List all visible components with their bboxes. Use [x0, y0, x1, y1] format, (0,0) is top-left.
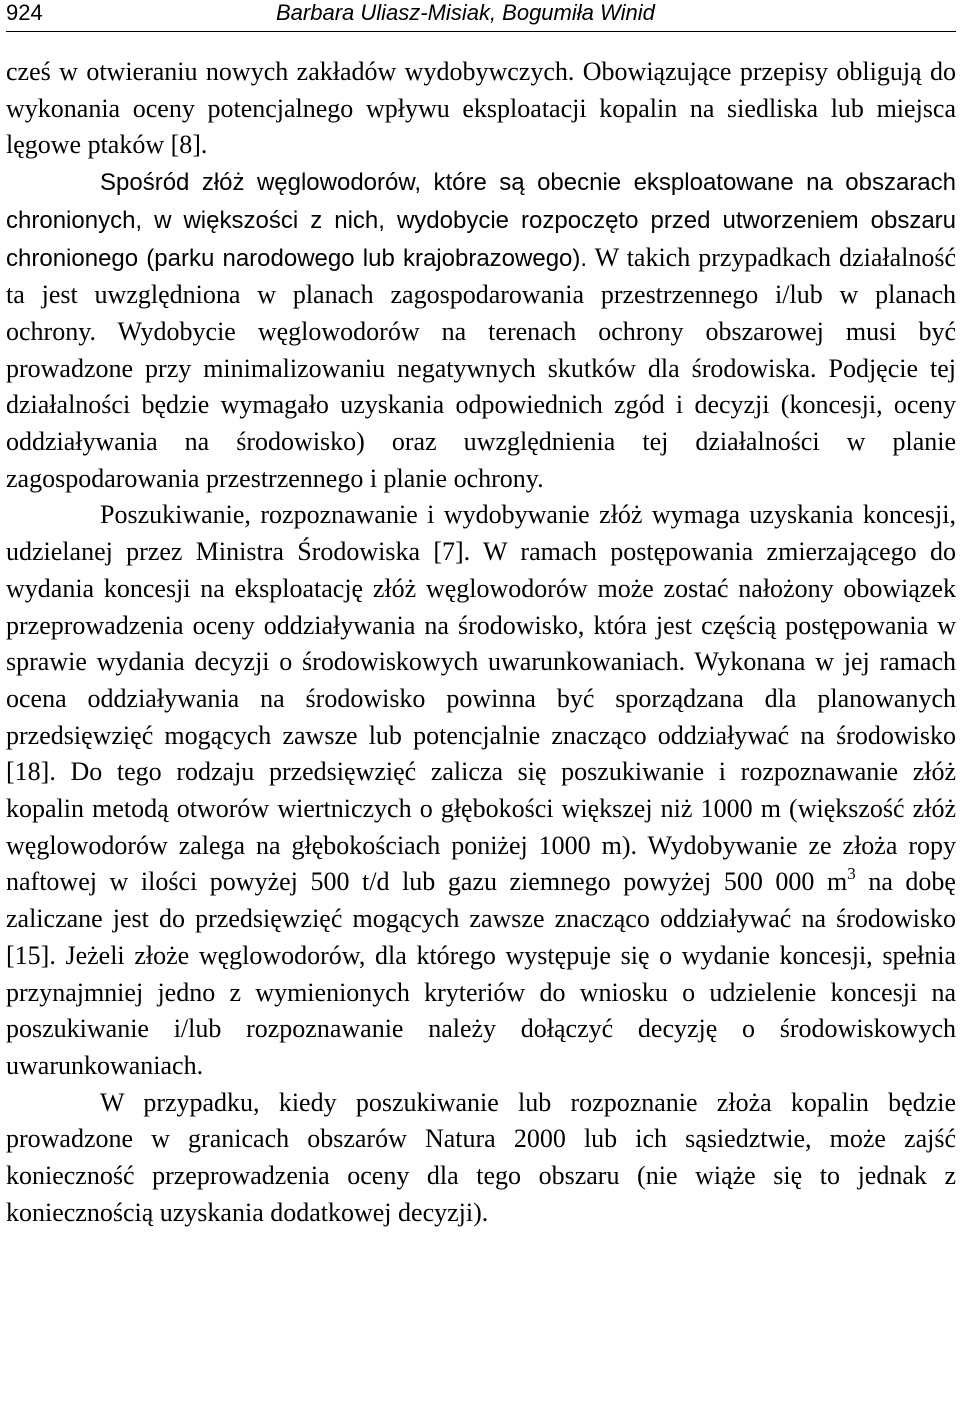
- paragraph-concessions-part1: Poszukiwanie, rozpoznawanie i wydobywanie złóż wymaga uzyskania koncesji, udzielanej przez Ministra Środowiska [7]. W ramach postępowania zmierzającego do wydania koncesji na eksploatację złóż węglowodorów może zostać nałożony obowiązek przeprowadzenia oceny oddziaływania na środowisko, która jest częścią postępowania w sprawie wydania decyzji o środowiskowych uwarunkowaniach. Wykonana w jej ramach ocena oddziaływania na środowisko powinna być sporządzana dla planowanych przedsięwzięć mogących zawsze lub potencjalnie znacząco oddziaływać na środowisko [18]. Do tego rodzaju przedsięwzięć zalicza się poszukiwanie i rozpoznawanie złóż kopalin metodą otworów wiertniczych o głębokości większej niż 1000 m (większość złóż węglowodorów zalega na głębokościach poniżej 1000 m). Wydobywanie ze złoża ropy naftowej w ilości powyżej 500 t/d lub gazu ziemnego powyżej 500 000 m: [6, 500, 956, 897]
- cubic-superscript: 3: [847, 864, 856, 884]
- paragraph-protected-areas: [6, 164, 956, 497]
- paragraph-protected-areas-lead: Spośród złóż węglowodorów, które są obecnie eksploatowane na obszarach chronionych, w większości z nich, wydobycie rozpoczęto przed utworzeniem obszaru chronionego (parku narodowego lub krajobrazowego).: [6, 169, 956, 272]
- paragraph-concessions-part2: na dobę zaliczane jest do przedsięwzięć mogących zawsze znacząco oddziaływać na środowisko [15]. Jeżeli złoże węglowodorów, dla którego występuje się o wydanie koncesji, spełnia przynajmniej jedno z wymienionych kryteriów do wniosku o udzielenie koncesji na poszukiwanie i/lub rozpoznawanie należy dołączyć decyzję o środowiskowych uwarunkowaniach.: [6, 867, 956, 1080]
- paragraph-concessions: [6, 497, 956, 1084]
- paragraph-continued: cześ w otwieraniu nowych zakładów wydobywczych. Obowiązujące przepisy obligują do wykonania oceny potencjalnego wpływu eksploatacji kopalin na siedliska lub miejsca lęgowe ptaków [8].: [6, 57, 956, 160]
- article-body: [6, 54, 956, 1232]
- paragraph-natura-2000: W przypadku, kiedy poszukiwanie lub rozpoznanie złoża kopalin będzie prowadzone w granicach obszarów Natura 2000 lub ich sąsiedztwie, może zajść konieczność przeprowadzenia oceny dla tego obszaru (nie wiąże się to jednak z koniecznością uzyskania dodatkowej decyzji).: [6, 1087, 956, 1227]
- paragraph-protected-areas-rest: W takich przypadkach działalność ta jest uwzględniona w planach zagospodarowania przestrzennego i/lub w planach ochrony. Wydobycie węglowodorów na terenach ochrony obszarowej musi być prowadzone przy minimalizowaniu negatywnych skutków dla środowiska. Podjęcie tej działalności będzie wymagało uzyskania odpowiednich zgód i decyzji (koncesji, oceny oddziaływania na środowisko) oraz uwzględnienia tej działalności w planie zagospodarowania przestrzennego i planie ochrony.: [6, 242, 956, 493]
- running-head-authors: Barbara Uliasz-Misiak, Bogumiła Winid: [276, 0, 655, 25]
- running-header: [6, 0, 956, 32]
- page-number: 924: [6, 0, 43, 25]
